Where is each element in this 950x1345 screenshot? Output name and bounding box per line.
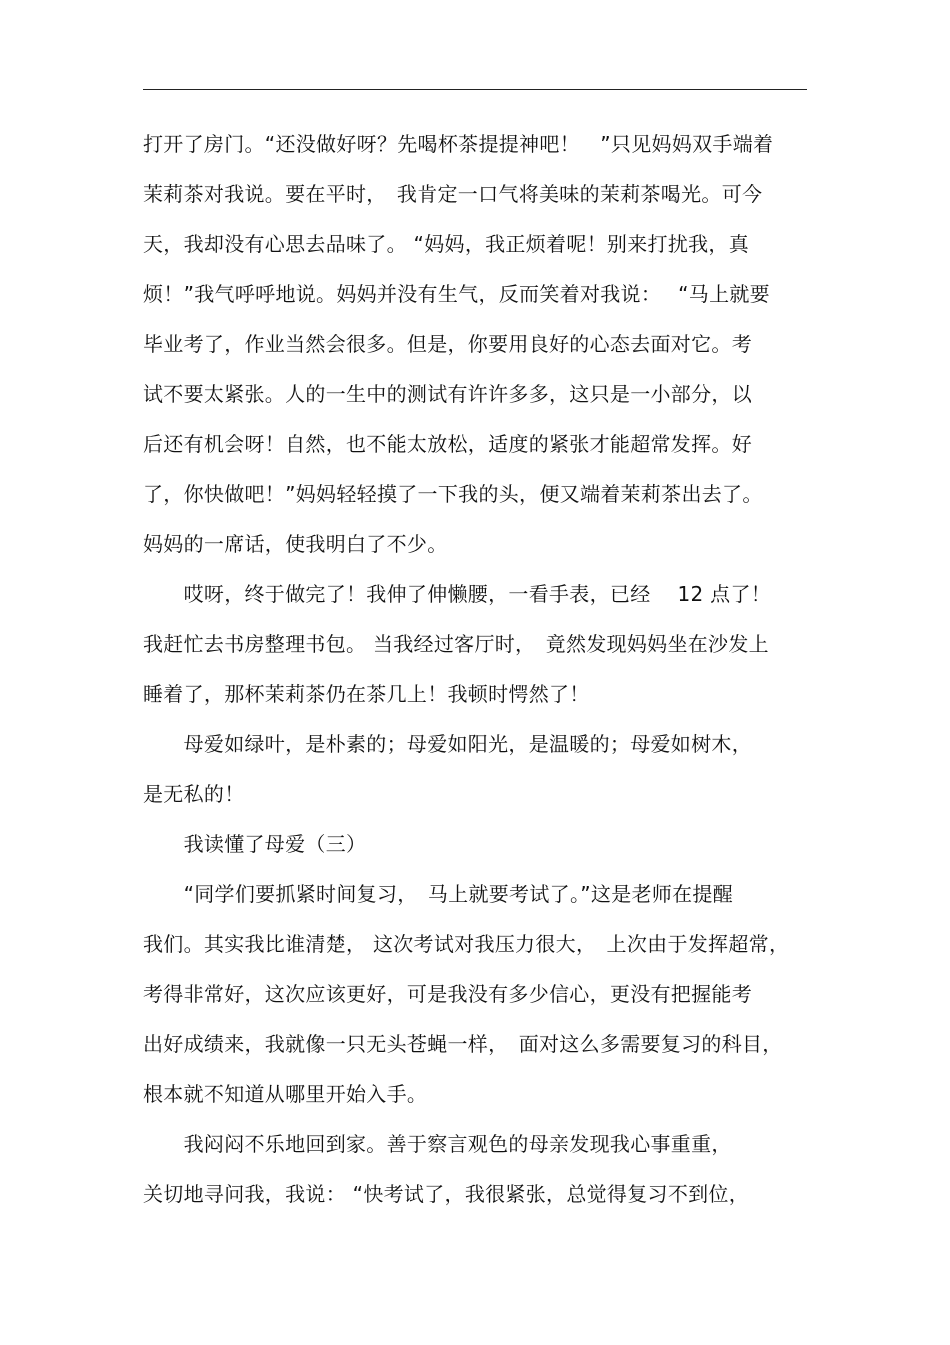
text-line: 打开了房门。“还没做好呀？先喝杯茶提提神吧！ ”只见妈妈双手端着: [143, 132, 774, 156]
text-line: “同学们要抓紧时间复习， 马上就要考试了。”这是老师在提醒: [143, 882, 734, 906]
text-line: 我闷闷不乐地回到家。善于察言观色的母亲发现我心事重重，: [143, 1132, 732, 1156]
text-line: 考得非常好，这次应该更好，可是我没有多少信心，更没有把握能考: [143, 982, 752, 1006]
text-line: 根本就不知道从哪里开始入手。: [143, 1082, 428, 1106]
text-line: 关切地寻问我，我说： “快考试了，我很紧张，总觉得复习不到位，: [143, 1182, 750, 1206]
section-heading: 我读懂了母爱（三）: [143, 832, 367, 856]
text-line: 毕业考了，作业当然会很多。但是，你要用良好的心态去面对它。考: [143, 332, 752, 356]
text-line: 烦！”我气呼呼地说。妈妈并没有生气，反而笑着对我说： “马上就要: [143, 282, 770, 306]
text-line: 后还有机会呀！自然，也不能太放松，适度的紧张才能超常发挥。好: [143, 432, 752, 456]
text-line: 是无私的！: [143, 782, 245, 806]
text-line: 茉莉茶对我说。要在平时， 我肯定一口气将美味的茉莉茶喝光。可今: [143, 182, 763, 206]
header-rule: [143, 89, 807, 90]
text-line: 我们。其实我比谁清楚， 这次考试对我压力很大， 上次由于发挥超常，: [143, 932, 790, 956]
text-line: 了，你快做吧！”妈妈轻轻摸了一下我的头，便又端着茉莉茶出去了。: [143, 482, 763, 506]
text-line: 天，我却没有心思去品味了。 “妈妈，我正烦着呢！别来打扰我，真: [143, 232, 750, 256]
text-line: 试不要太紧张。人的一生中的测试有许许多多，这只是一小部分，以: [143, 382, 752, 406]
text-line: 我赶忙去书房整理书包。 当我经过客厅时， 竟然发现妈妈坐在沙发上: [143, 632, 769, 656]
text-line: 睡着了，那杯茉莉茶仍在茶几上！我顿时愕然了！: [143, 682, 590, 706]
text-line: 出好成绩来，我就像一只无头苍蝇一样， 面对这么多需要复习的科目，: [143, 1032, 783, 1056]
text-line: 母爱如绿叶，是朴素的；母爱如阳光，是温暖的；母爱如树木，: [143, 732, 752, 756]
text-line: 哎呀，终于做完了！我伸了伸懒腰，一看手表，已经 12 点了！: [143, 582, 772, 606]
text-line: 妈妈的一席话，使我明白了不少。: [143, 532, 448, 556]
